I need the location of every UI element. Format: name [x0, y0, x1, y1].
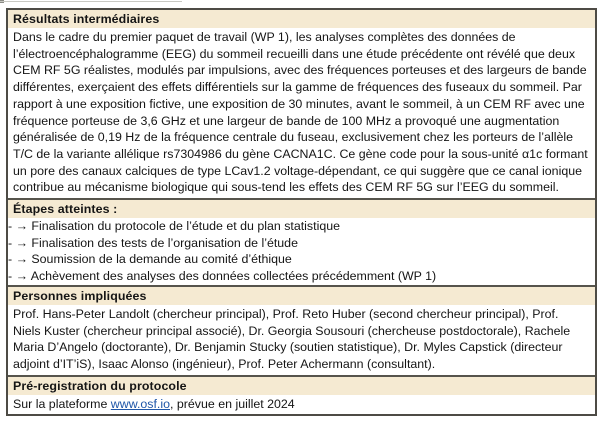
milestone-item: - → Achèvement des analyses des données collectées précédemment (WP 1) — [8, 269, 437, 284]
section-personnes — [8, 285, 595, 375]
section-header-resultats: Résultats intermédiaires — [8, 10, 595, 28]
preregistration-text-prefix: Sur la plateforme — [13, 396, 111, 411]
section-header-preregistration: Pré-registration du protocole — [8, 377, 595, 395]
section-header-etapes: Étapes atteintes : — [8, 200, 595, 218]
section-etapes — [8, 198, 595, 285]
milestone-list — [8, 218, 595, 285]
personnes-paragraph: Prof. Hans-Peter Landolt (chercheur principal), Prof. Reto Huber (second chercheur principal), Prof. Niels Kuster (chercheur principal associé), Dr. Georgia Sousouri (chercheuse postdoctorale), Rachele Maria D’Angelo (doctorante), Dr. Benjamin Stucky (soutien statistique), Dr. Myles Capstick (directeur adjoint d’IT’iS), Isaac Alonso (ingénieur), Prof. Peter Achermann (consultant). — [8, 305, 595, 375]
top-edge-artifact-line — [0, 1, 182, 2]
milestone-item: - → Finalisation des tests de l’organisation de l’étude — [8, 235, 298, 250]
osf-link[interactable]: www.osf.io — [110, 396, 171, 411]
resultats-paragraph: Dans le cadre du premier paquet de travail (WP 1), les analyses complètes des données de l’électroencéphalogramme (EEG) du sommeil recueilli dans une étude précédente ont révélé que deux CEM RF 5G réalistes, modulés par impulsions, avec des fréquences porteuses et des largeurs de bande différentes, exerçaient des effets différentiels sur la gamme de fréquences des fuseaux du sommeil. Par rapport à une exposition fictive, une exposition de 30 minutes, avant le sommeil, à un CEM RF avec une fréquence porteuse de 3,6 GHz et une largeur de bande de 100 MHz a provoqué une augmentation généralisée de 0,19 Hz de la fréquence centrale du fuseau, exclusivement chez les porteurs de l’allèle T/C de la variante allélique rs7304986 du gène CACNA1C. Ce gène code pour la sous-unité α1c formant un pore des canaux calciques de type LCav1.2 voltage-dépendant, ce qui suggère que ce canal ionique contribue au mécanisme biologique qui sous-tend les effets des CEM RF 5G sur l’EEG du sommeil. — [8, 28, 595, 198]
preregistration-text-suffix: , prévue en juillet 2024 — [170, 396, 295, 411]
section-preregistration — [8, 375, 595, 415]
section-header-personnes: Personnes impliquées — [8, 287, 595, 305]
milestone-item: - → Soumission de la demande au comité d’éthique — [8, 252, 292, 267]
section-resultats — [8, 10, 595, 198]
progress-report-table — [6, 8, 597, 416]
milestone-item: - → Finalisation du protocole de l’étude et du plan statistique — [8, 219, 340, 234]
preregistration-line — [8, 395, 595, 415]
